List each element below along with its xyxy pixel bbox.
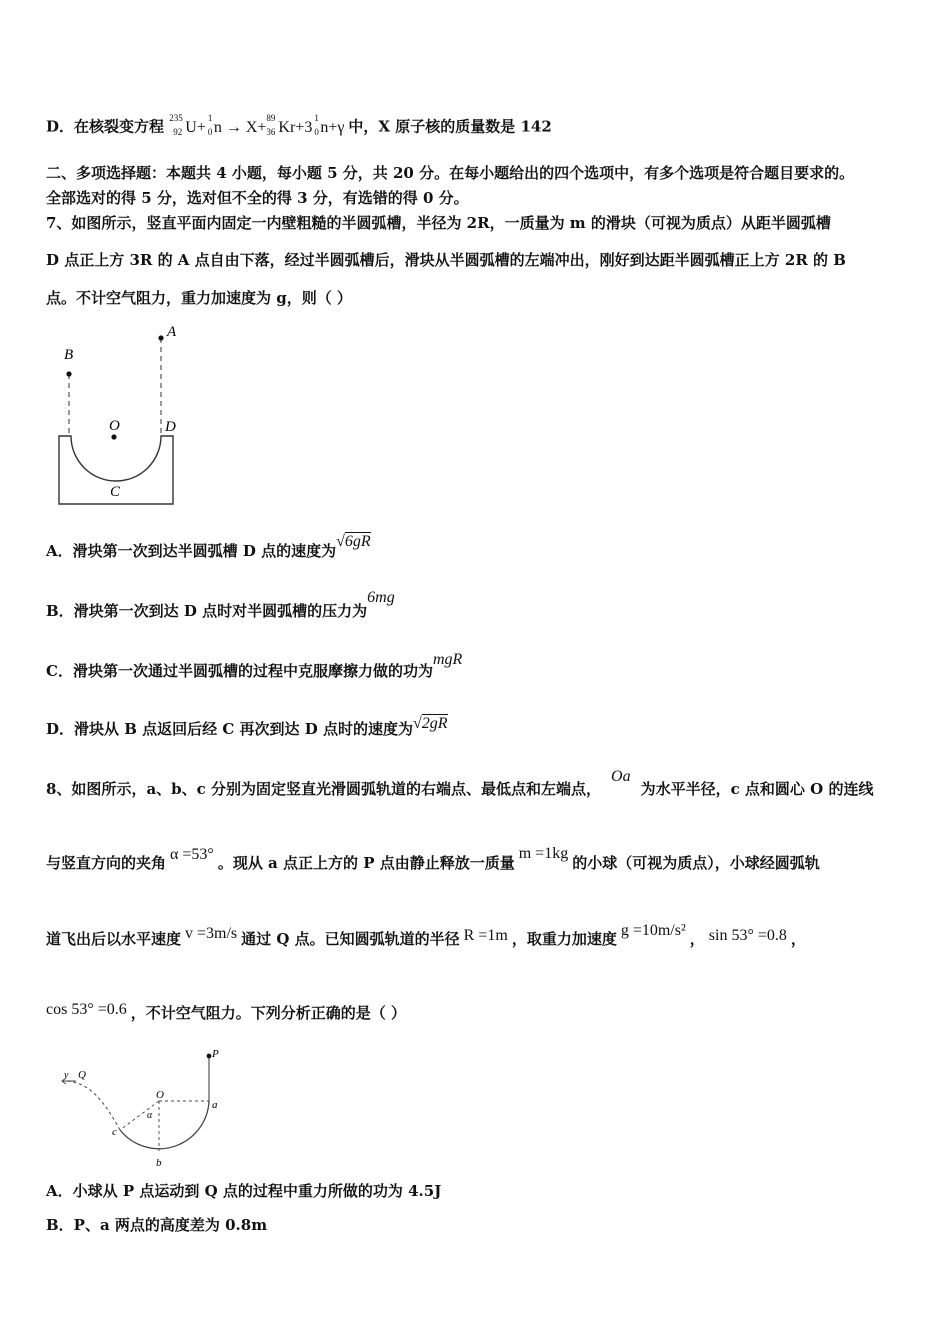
- label-b: b: [156, 1157, 162, 1169]
- q6-option-d: D．在核裂变方程 235 92 U+ 1 0 n → X+ 89 36 Kr+3 1 0 n+γ 中，X 原子核的质量数是 142: [46, 113, 552, 137]
- section2-line2: 全部选对的得 5 分，选对但不全的得 3 分，有选错的得 0 分。: [46, 189, 469, 207]
- label-d: D: [165, 419, 176, 435]
- q7-stem-line1: 7、如图所示，竖直平面内固定一内壁粗糙的半圆弧槽，半径为 2R，一质量为 m 的滑块（可视为质点）从距半圆弧槽: [46, 214, 831, 232]
- label-c: C: [110, 484, 121, 500]
- label-a: a: [212, 1099, 218, 1111]
- label-q: Q: [78, 1069, 86, 1081]
- q7-stem-line2: D 点正上方 3R 的 A 点自由下落，经过半圆弧槽后，滑块从半圆弧槽的左端冲出，刚好到达距半圆弧槽正上方 2R 的 B: [46, 251, 846, 269]
- section2-line1: 二、多项选择题：本题共 4 小题，每小题 5 分，共 20 分。在每小题给出的四个选项中，有多个选项是符合题目要求的。: [46, 164, 855, 182]
- q7-option-c: C．滑块第一次通过半圆弧槽的过程中克服摩擦力做的功为mgR: [46, 651, 463, 680]
- label-a: A: [167, 324, 177, 340]
- label-c: c: [112, 1126, 117, 1138]
- q8-option-a: A．小球从 P 点运动到 Q 点的过程中重力所做的功为 4.5J: [46, 1182, 442, 1200]
- point-a: [158, 335, 163, 340]
- q8-stem-line1: 8、如图所示，a、b、c 分别为固定竖直光滑圆弧轨道的右端点、最低点和左端点，Oa为水平半径，c 点和圆心 O 的连线: [46, 768, 874, 798]
- sqrt-2gr: √2gR: [412, 715, 448, 732]
- label-v: v: [64, 1070, 69, 1081]
- q8-stem-line2: 与竖直方向的夹角 α =53° 。现从 a 点正上方的 P 点由静止释放一质量m =1kg的小球（可视为质点），小球经圆弧轨: [46, 845, 820, 872]
- fission-equation: 235 92 U+ 1 0 n → X+ 89 36 Kr+3 1 0 n+γ: [169, 113, 345, 137]
- q7-option-b: B．滑块第一次到达 D 点时对半圆弧槽的压力为6mg: [46, 589, 395, 620]
- q8-stem-line4: cos 53° =0.6 ，不计空气阻力。下列分析正确的是（ ）: [46, 1001, 406, 1022]
- q7-stem-line3: 点。不计空气阻力，重力加速度为 g，则（ ）: [46, 289, 352, 307]
- q7-figure: [50, 318, 190, 510]
- label-b: B: [64, 347, 74, 363]
- q8-figure: [50, 1043, 230, 1173]
- arc-track: [120, 1101, 209, 1149]
- point-p: [207, 1054, 212, 1059]
- q7-option-d: D．滑块从 B 点返回后经 C 再次到达 D 点时的速度为√2gR: [46, 715, 448, 738]
- label-o: O: [156, 1089, 164, 1101]
- flight-path: [64, 1081, 120, 1130]
- q7-option-a: A．滑块第一次到达半圆弧槽 D 点的速度为√6gR: [46, 533, 371, 560]
- label-p: P: [212, 1048, 219, 1060]
- q8-stem-line3: 道飞出后以水平速度 v =3m/s 通过 Q 点。已知圆弧轨道的半径 R =1m ，取重力加速度 g =10m/s² ， sin 53° =0.8 ，: [46, 922, 806, 948]
- point-o: [111, 434, 116, 439]
- radius-oc: [120, 1101, 159, 1130]
- point-b: [66, 371, 71, 376]
- label-o: O: [109, 418, 120, 434]
- sqrt-6gr: √6gR: [336, 533, 371, 550]
- q8-option-b: B．P、a 两点的高度差为 0.8m: [46, 1216, 268, 1234]
- label-alpha: α: [147, 1110, 153, 1121]
